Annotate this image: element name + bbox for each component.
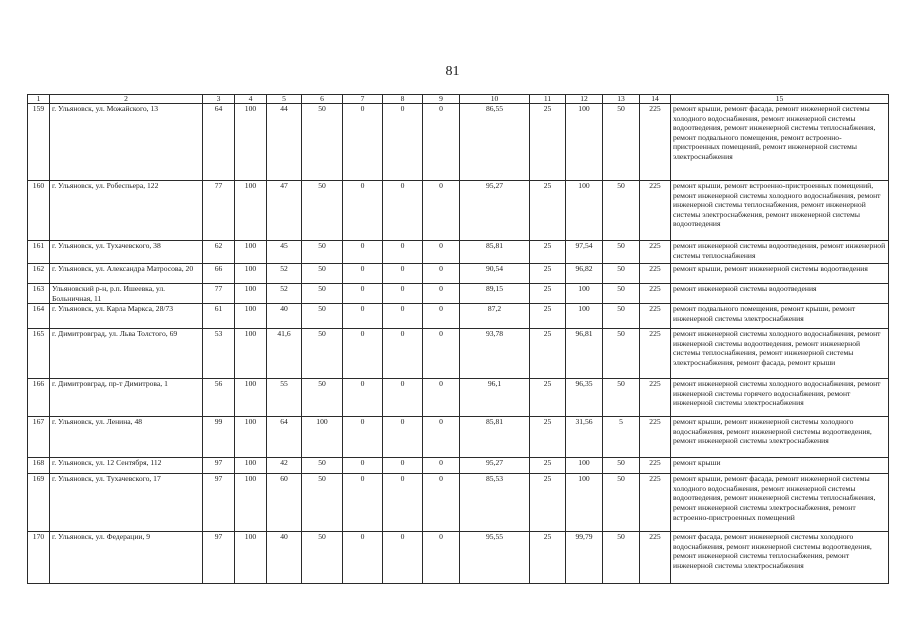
- table-row: [28, 532, 889, 584]
- value-cell: 96,82: [566, 264, 603, 284]
- header-cell: 7: [343, 95, 383, 104]
- value-cell: 96,35: [566, 379, 603, 417]
- address-cell: г. Ульяновск, ул. 12 Сентября, 112: [50, 458, 203, 474]
- value-cell: 96,81: [566, 329, 603, 379]
- houses-table: [27, 94, 889, 584]
- value-cell: 100: [302, 417, 343, 458]
- works-cell: ремонт инженерной системы водоотведения, ремонт инженерной системы теплоснабжения: [671, 241, 889, 264]
- header-cell: 13: [603, 95, 640, 104]
- value-cell: 85,81: [460, 241, 530, 264]
- value-cell: 25: [530, 458, 566, 474]
- works-cell: ремонт инженерной системы водоотведения: [671, 284, 889, 304]
- value-cell: 225: [640, 329, 671, 379]
- value-cell: 61: [203, 304, 235, 329]
- value-cell: 0: [423, 417, 460, 458]
- value-cell: 50: [603, 284, 640, 304]
- value-cell: 100: [566, 181, 603, 241]
- value-cell: 0: [343, 104, 383, 181]
- value-cell: 86,55: [460, 104, 530, 181]
- value-cell: 62: [203, 241, 235, 264]
- header-cell: 8: [383, 95, 423, 104]
- header-cell: 12: [566, 95, 603, 104]
- address-cell: г. Ульяновск, ул. Александра Матросова, 20: [50, 264, 203, 284]
- value-cell: 225: [640, 379, 671, 417]
- value-cell: 25: [530, 104, 566, 181]
- value-cell: 25: [530, 532, 566, 584]
- value-cell: 0: [423, 458, 460, 474]
- value-cell: 31,56: [566, 417, 603, 458]
- value-cell: 0: [383, 241, 423, 264]
- value-cell: 0: [423, 284, 460, 304]
- value-cell: 52: [267, 284, 302, 304]
- row-number-cell: 159: [28, 104, 50, 181]
- works-cell: ремонт крыши, ремонт встроенно-пристроенных помещений, ремонт инженерной системы холодного водоснабжения, ремонт инженерной системы теплоснабжения, ремонт инженерной системы электроснабжения, ремонт инженерной системы водоотведения: [671, 181, 889, 241]
- value-cell: 225: [640, 241, 671, 264]
- header-cell: 15: [671, 95, 889, 104]
- row-number-cell: 160: [28, 181, 50, 241]
- value-cell: 45: [267, 241, 302, 264]
- value-cell: 50: [603, 304, 640, 329]
- value-cell: 100: [235, 264, 267, 284]
- value-cell: 99: [203, 417, 235, 458]
- value-cell: 5: [603, 417, 640, 458]
- works-cell: ремонт фасада, ремонт инженерной системы холодного водоснабжения, ремонт инженерной системы водоотведения, ремонт инженерной системы теплоснабжения, ремонт инженерной системы электроснабжения: [671, 532, 889, 584]
- value-cell: 225: [640, 264, 671, 284]
- row-number-cell: 166: [28, 379, 50, 417]
- value-cell: 0: [383, 304, 423, 329]
- address-cell: г. Ульяновск, ул. Федерации, 9: [50, 532, 203, 584]
- value-cell: 25: [530, 304, 566, 329]
- address-cell: г. Димитровград, ул. Льва Толстого, 69: [50, 329, 203, 379]
- value-cell: 77: [203, 181, 235, 241]
- value-cell: 100: [235, 458, 267, 474]
- value-cell: 225: [640, 284, 671, 304]
- value-cell: 25: [530, 241, 566, 264]
- value-cell: 52: [267, 264, 302, 284]
- value-cell: 97,54: [566, 241, 603, 264]
- table-row: [28, 181, 889, 241]
- table-row: [28, 284, 889, 304]
- value-cell: 87,2: [460, 304, 530, 329]
- value-cell: 95,55: [460, 532, 530, 584]
- address-cell: г. Ульяновск, ул. Робеспьера, 122: [50, 181, 203, 241]
- table-body: [28, 104, 889, 584]
- value-cell: 25: [530, 284, 566, 304]
- value-cell: 55: [267, 379, 302, 417]
- value-cell: 225: [640, 474, 671, 532]
- address-cell: г. Ульяновск, ул. Тухачевского, 17: [50, 474, 203, 532]
- value-cell: 77: [203, 284, 235, 304]
- value-cell: 0: [423, 181, 460, 241]
- works-cell: ремонт подвального помещения, ремонт крыши, ремонт инженерной системы электроснабжения: [671, 304, 889, 329]
- value-cell: 50: [603, 264, 640, 284]
- value-cell: 25: [530, 329, 566, 379]
- header-cell: 5: [267, 95, 302, 104]
- value-cell: 50: [302, 329, 343, 379]
- header-cell: 10: [460, 95, 530, 104]
- value-cell: 100: [566, 458, 603, 474]
- row-number-cell: 161: [28, 241, 50, 264]
- value-cell: 95,27: [460, 181, 530, 241]
- value-cell: 44: [267, 104, 302, 181]
- value-cell: 100: [235, 329, 267, 379]
- value-cell: 50: [603, 104, 640, 181]
- value-cell: 50: [603, 329, 640, 379]
- works-cell: ремонт крыши, ремонт инженерной системы холодного водоснабжения, ремонт инженерной системы водоотведения, ремонт инженерной системы электроснабжения: [671, 417, 889, 458]
- value-cell: 0: [343, 284, 383, 304]
- row-number-cell: 164: [28, 304, 50, 329]
- value-cell: 100: [235, 417, 267, 458]
- value-cell: 225: [640, 458, 671, 474]
- value-cell: 100: [566, 284, 603, 304]
- value-cell: 0: [343, 264, 383, 284]
- row-number-cell: 163: [28, 284, 50, 304]
- row-number-cell: 170: [28, 532, 50, 584]
- value-cell: 0: [343, 304, 383, 329]
- value-cell: 50: [302, 241, 343, 264]
- header-cell: 14: [640, 95, 671, 104]
- value-cell: 40: [267, 532, 302, 584]
- header-cell: 9: [423, 95, 460, 104]
- value-cell: 0: [423, 241, 460, 264]
- value-cell: 0: [383, 284, 423, 304]
- value-cell: 0: [343, 379, 383, 417]
- value-cell: 225: [640, 417, 671, 458]
- value-cell: 0: [383, 181, 423, 241]
- value-cell: 0: [343, 329, 383, 379]
- value-cell: 50: [302, 181, 343, 241]
- row-number-cell: 167: [28, 417, 50, 458]
- value-cell: 100: [235, 104, 267, 181]
- value-cell: 25: [530, 474, 566, 532]
- value-cell: 25: [530, 379, 566, 417]
- value-cell: 56: [203, 379, 235, 417]
- works-cell: ремонт крыши, ремонт фасада, ремонт инженерной системы холодного водоснабжения, ремонт инженерной системы водоотведения, ремонт инженерной системы теплоснабжения, ремонт подвального помещения, ремонт встроенно-пристроенных помещений, ремонт инженерной системы электроснабжения: [671, 104, 889, 181]
- value-cell: 25: [530, 264, 566, 284]
- value-cell: 99,79: [566, 532, 603, 584]
- table-row: [28, 264, 889, 284]
- header-cell: 6: [302, 95, 343, 104]
- value-cell: 0: [383, 474, 423, 532]
- header-cell: 3: [203, 95, 235, 104]
- value-cell: 50: [302, 474, 343, 532]
- table-row: [28, 304, 889, 329]
- value-cell: 42: [267, 458, 302, 474]
- value-cell: 0: [423, 304, 460, 329]
- header-cell: 11: [530, 95, 566, 104]
- header-cell: 4: [235, 95, 267, 104]
- value-cell: 0: [383, 329, 423, 379]
- value-cell: 50: [603, 458, 640, 474]
- value-cell: 0: [423, 264, 460, 284]
- address-cell: г. Ульяновск, ул. Карла Маркса, 28/73: [50, 304, 203, 329]
- value-cell: 0: [423, 329, 460, 379]
- table-row: [28, 329, 889, 379]
- value-cell: 50: [603, 474, 640, 532]
- address-cell: Ульяновский р-н, р.п. Ишеевка, ул. Больничная, 11: [50, 284, 203, 304]
- value-cell: 41,6: [267, 329, 302, 379]
- value-cell: 90,54: [460, 264, 530, 284]
- value-cell: 225: [640, 104, 671, 181]
- works-cell: ремонт инженерной системы холодного водоснабжения, ремонт инженерной системы водоотведения, ремонт инженерной системы теплоснабжения, ремонт инженерной системы электроснабжения, ремонт фасада, ремонт крыши: [671, 329, 889, 379]
- value-cell: 40: [267, 304, 302, 329]
- works-cell: ремонт крыши, ремонт инженерной системы водоотведения: [671, 264, 889, 284]
- value-cell: 100: [235, 284, 267, 304]
- value-cell: 50: [302, 284, 343, 304]
- header-cell: 2: [50, 95, 203, 104]
- value-cell: 225: [640, 304, 671, 329]
- value-cell: 0: [343, 532, 383, 584]
- value-cell: 95,27: [460, 458, 530, 474]
- value-cell: 100: [235, 474, 267, 532]
- value-cell: 50: [603, 181, 640, 241]
- value-cell: 25: [530, 417, 566, 458]
- value-cell: 60: [267, 474, 302, 532]
- value-cell: 100: [235, 532, 267, 584]
- value-cell: 100: [566, 104, 603, 181]
- value-cell: 50: [302, 104, 343, 181]
- value-cell: 85,53: [460, 474, 530, 532]
- row-number-cell: 168: [28, 458, 50, 474]
- address-cell: г. Ульяновск, ул. Ленина, 48: [50, 417, 203, 458]
- value-cell: 0: [343, 241, 383, 264]
- value-cell: 97: [203, 474, 235, 532]
- address-cell: г. Ульяновск, ул. Тухачевского, 38: [50, 241, 203, 264]
- table-row: [28, 474, 889, 532]
- row-number-cell: 165: [28, 329, 50, 379]
- value-cell: 0: [423, 379, 460, 417]
- value-cell: 47: [267, 181, 302, 241]
- value-cell: 50: [302, 304, 343, 329]
- value-cell: 50: [603, 532, 640, 584]
- table-row: [28, 104, 889, 181]
- value-cell: 50: [603, 379, 640, 417]
- value-cell: 0: [343, 417, 383, 458]
- value-cell: 85,81: [460, 417, 530, 458]
- value-cell: 0: [383, 104, 423, 181]
- table-row: [28, 458, 889, 474]
- header-cell: 1: [28, 95, 50, 104]
- value-cell: 0: [383, 532, 423, 584]
- value-cell: 100: [235, 181, 267, 241]
- value-cell: 0: [383, 417, 423, 458]
- address-cell: г. Димитровград, пр-т Димитрова, 1: [50, 379, 203, 417]
- value-cell: 0: [423, 104, 460, 181]
- value-cell: 100: [235, 304, 267, 329]
- value-cell: 50: [302, 532, 343, 584]
- value-cell: 97: [203, 458, 235, 474]
- value-cell: 0: [423, 474, 460, 532]
- value-cell: 50: [603, 241, 640, 264]
- value-cell: 89,15: [460, 284, 530, 304]
- row-number-cell: 162: [28, 264, 50, 284]
- table-header: [28, 95, 889, 104]
- works-cell: ремонт крыши, ремонт фасада, ремонт инженерной системы холодного водоснабжения, ремонт инженерной системы водоотведения, ремонт инженерной системы теплоснабжения, ремонт инженерной системы электроснабжения, ремонт встроенно-пристроенных помещений: [671, 474, 889, 532]
- value-cell: 96,1: [460, 379, 530, 417]
- works-cell: ремонт крыши: [671, 458, 889, 474]
- value-cell: 64: [203, 104, 235, 181]
- table-row: [28, 417, 889, 458]
- value-cell: 64: [267, 417, 302, 458]
- value-cell: 93,78: [460, 329, 530, 379]
- value-cell: 66: [203, 264, 235, 284]
- value-cell: 100: [235, 241, 267, 264]
- value-cell: 0: [343, 458, 383, 474]
- table-row: [28, 379, 889, 417]
- value-cell: 0: [383, 379, 423, 417]
- value-cell: 225: [640, 532, 671, 584]
- value-cell: 0: [343, 474, 383, 532]
- value-cell: 50: [302, 264, 343, 284]
- page-number: 81: [445, 64, 460, 79]
- value-cell: 100: [566, 474, 603, 532]
- value-cell: 50: [302, 379, 343, 417]
- value-cell: 53: [203, 329, 235, 379]
- table-row: [28, 241, 889, 264]
- value-cell: 25: [530, 181, 566, 241]
- value-cell: 225: [640, 181, 671, 241]
- value-cell: 0: [423, 532, 460, 584]
- row-number-cell: 169: [28, 474, 50, 532]
- value-cell: 0: [383, 458, 423, 474]
- works-cell: ремонт инженерной системы холодного водоснабжения, ремонт инженерной системы горячего водоснабжения, ремонт инженерной системы электроснабжения: [671, 379, 889, 417]
- header-row: [28, 95, 889, 104]
- value-cell: 0: [343, 181, 383, 241]
- address-cell: г. Ульяновск, ул. Можайского, 13: [50, 104, 203, 181]
- value-cell: 100: [235, 379, 267, 417]
- value-cell: 50: [302, 458, 343, 474]
- value-cell: 100: [566, 304, 603, 329]
- value-cell: 97: [203, 532, 235, 584]
- value-cell: 0: [383, 264, 423, 284]
